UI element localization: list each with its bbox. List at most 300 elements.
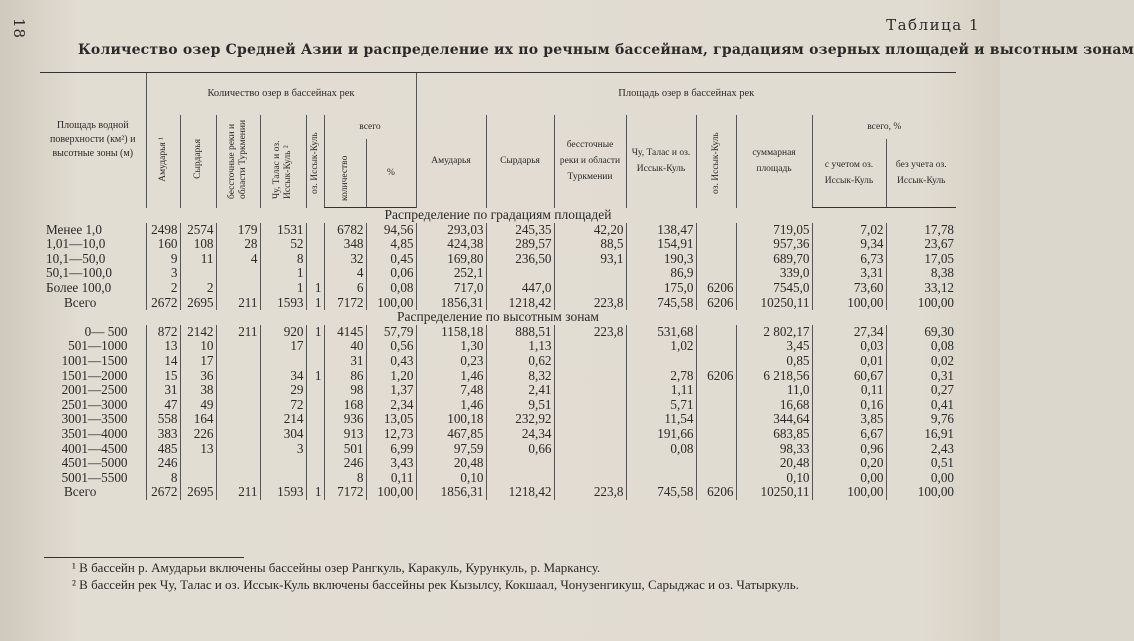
cell — [696, 427, 736, 442]
cell: 6206 — [696, 369, 736, 384]
cell: 31 — [146, 383, 180, 398]
cell: 164 — [180, 412, 216, 427]
cell: 0,10 — [416, 471, 486, 486]
row-label: 501—1000 — [68, 338, 128, 354]
cell: 9,76 — [886, 412, 956, 427]
cell — [554, 339, 626, 354]
header-count-syrdarya: Сырдарья — [180, 115, 216, 208]
cell: 0,27 — [886, 383, 956, 398]
cell — [696, 471, 736, 486]
cell: 47 — [146, 398, 180, 413]
cell: 888,51 — [486, 325, 554, 340]
cell: 17 — [260, 339, 306, 354]
cell — [554, 442, 626, 457]
cell: 108 — [180, 237, 216, 252]
cell — [216, 339, 260, 354]
cell — [696, 266, 736, 281]
cell — [216, 281, 260, 296]
cell: 0,85 — [736, 354, 812, 369]
cell: 1856,31 — [416, 485, 486, 500]
cell: 1 — [306, 281, 324, 296]
cell — [696, 456, 736, 471]
cell — [216, 369, 260, 384]
cell — [554, 456, 626, 471]
row-label: Всего — [64, 294, 97, 310]
cell: 11 — [180, 252, 216, 267]
cell — [306, 383, 324, 398]
cell: 1 — [260, 281, 306, 296]
cell: 0,16 — [812, 398, 886, 413]
cell: 3 — [146, 266, 180, 281]
cell: 7172 — [324, 485, 366, 500]
cell: 175,0 — [626, 281, 696, 296]
cell: 745,58 — [626, 296, 696, 311]
cell: 531,68 — [626, 325, 696, 340]
cell: 6,99 — [366, 442, 416, 457]
cell: 2,41 — [486, 383, 554, 398]
cell: 2 — [146, 281, 180, 296]
cell: 485 — [146, 442, 180, 457]
table-row — [40, 485, 956, 500]
cell: 223,8 — [554, 296, 626, 311]
row-label: 1001—1500 — [61, 352, 128, 368]
cell: 1158,18 — [416, 325, 486, 340]
header-count-total-pct: % — [366, 139, 416, 208]
cell: 17,78 — [886, 223, 956, 238]
cell: 1,46 — [416, 369, 486, 384]
cell: 0,00 — [812, 471, 886, 486]
cell: 169,80 — [416, 252, 486, 267]
table-row — [40, 471, 956, 486]
cell: 7,02 — [812, 223, 886, 238]
cell: 232,92 — [486, 412, 554, 427]
cell: 0,11 — [812, 383, 886, 398]
cell: 191,66 — [626, 427, 696, 442]
cell: 57,79 — [366, 325, 416, 340]
table-row — [40, 442, 956, 457]
cell: 246 — [146, 456, 180, 471]
cell: 7,48 — [416, 383, 486, 398]
cell — [554, 412, 626, 427]
cell: 689,70 — [736, 252, 812, 267]
cell: 4,85 — [366, 237, 416, 252]
cell: 8 — [324, 471, 366, 486]
cell: 2672 — [146, 296, 180, 311]
cell — [554, 281, 626, 296]
cell — [216, 412, 260, 427]
cell — [696, 252, 736, 267]
cell — [216, 266, 260, 281]
cell — [306, 354, 324, 369]
cell: 20,48 — [416, 456, 486, 471]
cell: 4145 — [324, 325, 366, 340]
cell: 1856,31 — [416, 296, 486, 311]
cell: 190,3 — [626, 252, 696, 267]
cell — [626, 354, 696, 369]
cell — [216, 442, 260, 457]
cell: 24,34 — [486, 427, 554, 442]
cell: 3 — [260, 442, 306, 457]
cell — [260, 456, 306, 471]
cell: 0,23 — [416, 354, 486, 369]
cell: 2,43 — [886, 442, 956, 457]
cell: 8 — [260, 252, 306, 267]
table-row — [40, 369, 956, 384]
cell: 9 — [146, 252, 180, 267]
row-label: 3001—3500 — [61, 411, 128, 427]
cell: 0,11 — [366, 471, 416, 486]
cell: 16,68 — [736, 398, 812, 413]
cell: 226 — [180, 427, 216, 442]
cell — [554, 471, 626, 486]
table-title: Количество озер Средней Азии и распределение их по речным бассейнам, градациям озерных площадей и высотным зонам — [78, 42, 1134, 58]
row-label: 0— 500 — [84, 323, 128, 339]
cell: 223,8 — [554, 485, 626, 500]
section-area-gradations — [40, 208, 956, 311]
cell: 31 — [324, 354, 366, 369]
cell: 6782 — [324, 223, 366, 238]
cell — [306, 398, 324, 413]
cell: 0,51 — [886, 456, 956, 471]
cell: 6 218,56 — [736, 369, 812, 384]
table-row — [40, 237, 956, 252]
cell: 1,20 — [366, 369, 416, 384]
cell: 0,02 — [886, 354, 956, 369]
table-row — [40, 456, 956, 471]
table-row — [40, 354, 956, 369]
cell: 98,33 — [736, 442, 812, 457]
cell — [216, 354, 260, 369]
cell: 10250,11 — [736, 296, 812, 311]
cell — [554, 427, 626, 442]
header-area-amudarya: Амударья — [416, 115, 486, 208]
cell — [306, 252, 324, 267]
cell — [306, 266, 324, 281]
cell: 32 — [324, 252, 366, 267]
header-area-with-issykkul: с учетом оз. Иссык-Куль — [812, 139, 886, 208]
cell: 1,02 — [626, 339, 696, 354]
cell — [554, 354, 626, 369]
cell: 100,00 — [812, 296, 886, 311]
cell: 160 — [146, 237, 180, 252]
cell: 2695 — [180, 296, 216, 311]
cell: 69,30 — [886, 325, 956, 340]
cell: 42,20 — [554, 223, 626, 238]
cell — [696, 383, 736, 398]
cell: 3,31 — [812, 266, 886, 281]
cell: 0,03 — [812, 339, 886, 354]
cell: 2672 — [146, 485, 180, 500]
cell: 6 — [324, 281, 366, 296]
cell — [306, 456, 324, 471]
cell: 16,91 — [886, 427, 956, 442]
cell — [696, 412, 736, 427]
row-label: Менее 1,0 — [46, 221, 102, 237]
cell: 1 — [306, 296, 324, 311]
cell: 27,34 — [812, 325, 886, 340]
cell: 0,45 — [366, 252, 416, 267]
cell: 211 — [216, 325, 260, 340]
row-label: 1,01—10,0 — [46, 236, 106, 252]
cell: 424,38 — [416, 237, 486, 252]
row-label: Более 100,0 — [46, 279, 112, 295]
cell: 13,05 — [366, 412, 416, 427]
cell: 0,08 — [886, 339, 956, 354]
cell: 6,67 — [812, 427, 886, 442]
row-label: 4501—5000 — [61, 455, 128, 471]
header-area-group: Площадь озер в бассейнах рек — [416, 73, 956, 116]
cell: 1,30 — [416, 339, 486, 354]
cell: 88,5 — [554, 237, 626, 252]
cell: 9,34 — [812, 237, 886, 252]
cell: 0,62 — [486, 354, 554, 369]
cell: 8,38 — [886, 266, 956, 281]
cell — [260, 354, 306, 369]
cell: 0,41 — [886, 398, 956, 413]
cell: 717,0 — [416, 281, 486, 296]
cell: 179 — [216, 223, 260, 238]
header-area-without-issykkul: без учета оз. Иссык-Куль — [886, 139, 956, 208]
row-label: 10,1—50,0 — [46, 250, 106, 266]
table-row — [40, 412, 956, 427]
cell: 11,54 — [626, 412, 696, 427]
cell: 214 — [260, 412, 306, 427]
table-row — [40, 398, 956, 413]
cell: 1,11 — [626, 383, 696, 398]
cell: 1593 — [260, 296, 306, 311]
table-row — [40, 252, 956, 267]
cell: 913 — [324, 427, 366, 442]
cell: 558 — [146, 412, 180, 427]
header-count-endorheic: бессточные реки и области Туркмении — [216, 115, 260, 208]
footnote-2: ² В бассейн рек Чу, Талас и оз. Иссык-Куль включены бассейны рек Кызылсу, Кокшаал, Чонузенгикуш, Сарыджас и оз. Чатыркуль. — [72, 577, 799, 592]
header-count-amudarya: Амударья ¹ — [146, 115, 180, 208]
cell: 3,43 — [366, 456, 416, 471]
cell: 40 — [324, 339, 366, 354]
header-count-group: Количество озер в бассейнах рек — [146, 73, 416, 116]
header-count-total-qty: количество — [324, 139, 366, 208]
cell: 1 — [260, 266, 306, 281]
cell: 38 — [180, 383, 216, 398]
cell: 245,35 — [486, 223, 554, 238]
cell: 1218,42 — [486, 485, 554, 500]
table-row — [40, 339, 956, 354]
cell: 447,0 — [486, 281, 554, 296]
lakes-table — [40, 72, 956, 500]
cell: 1218,42 — [486, 296, 554, 311]
cell — [306, 412, 324, 427]
cell: 28 — [216, 237, 260, 252]
cell: 211 — [216, 485, 260, 500]
cell — [554, 398, 626, 413]
cell: 33,12 — [886, 281, 956, 296]
cell: 0,31 — [886, 369, 956, 384]
section-title: Распределение по высотным зонам — [397, 309, 599, 325]
cell — [306, 223, 324, 238]
cell: 1 — [306, 485, 324, 500]
cell: 2,78 — [626, 369, 696, 384]
row-label: Всего — [64, 484, 97, 500]
cell — [306, 427, 324, 442]
header-area-chu-talas: Чу, Талас и оз. Иссык-Куль — [626, 115, 696, 208]
table-row — [40, 427, 956, 442]
table-row — [40, 223, 956, 238]
cell: 3,45 — [736, 339, 812, 354]
header-area-syrdarya: Сырдарья — [486, 115, 554, 208]
cell: 154,91 — [626, 237, 696, 252]
cell: 3,85 — [812, 412, 886, 427]
cell: 223,8 — [554, 325, 626, 340]
cell: 2498 — [146, 223, 180, 238]
cell — [180, 471, 216, 486]
cell: 14 — [146, 354, 180, 369]
cell: 100,00 — [812, 485, 886, 500]
cell: 1 — [306, 369, 324, 384]
cell: 60,67 — [812, 369, 886, 384]
cell: 339,0 — [736, 266, 812, 281]
cell: 9,51 — [486, 398, 554, 413]
cell: 501 — [324, 442, 366, 457]
cell: 0,96 — [812, 442, 886, 457]
cell: 5,71 — [626, 398, 696, 413]
cell: 872 — [146, 325, 180, 340]
cell: 8 — [146, 471, 180, 486]
cell: 36 — [180, 369, 216, 384]
cell: 383 — [146, 427, 180, 442]
cell — [554, 369, 626, 384]
cell: 920 — [260, 325, 306, 340]
cell: 1,37 — [366, 383, 416, 398]
cell: 100,00 — [886, 485, 956, 500]
cell: 94,56 — [366, 223, 416, 238]
cell: 0,06 — [366, 266, 416, 281]
cell: 1,46 — [416, 398, 486, 413]
cell: 100,00 — [366, 485, 416, 500]
cell: 246 — [324, 456, 366, 471]
cell — [626, 456, 696, 471]
cell: 17 — [180, 354, 216, 369]
cell: 10 — [180, 339, 216, 354]
row-label: 3501—4000 — [61, 425, 128, 441]
cell — [696, 398, 736, 413]
header-area-sum: суммарная площадь — [736, 115, 812, 208]
cell: 719,05 — [736, 223, 812, 238]
cell — [306, 471, 324, 486]
table-row — [40, 383, 956, 398]
cell: 0,08 — [366, 281, 416, 296]
cell: 252,1 — [416, 266, 486, 281]
header-count-chu-talas: Чу, Талас и оз. Иссык-Куль ² — [260, 115, 306, 208]
cell: 4 — [324, 266, 366, 281]
cell — [554, 383, 626, 398]
row-label: 50,1—100,0 — [46, 265, 112, 281]
cell: 8,32 — [486, 369, 554, 384]
cell — [696, 223, 736, 238]
cell — [180, 456, 216, 471]
cell — [306, 339, 324, 354]
cell: 0,08 — [626, 442, 696, 457]
cell — [696, 325, 736, 340]
cell — [696, 339, 736, 354]
cell: 344,64 — [736, 412, 812, 427]
row-label: 2001—2500 — [61, 382, 128, 398]
cell: 0,66 — [486, 442, 554, 457]
cell: 86 — [324, 369, 366, 384]
cell: 100,00 — [886, 296, 956, 311]
cell: 211 — [216, 296, 260, 311]
section-altitude-zones — [40, 310, 956, 500]
cell: 1 — [306, 325, 324, 340]
cell — [306, 442, 324, 457]
cell: 683,85 — [736, 427, 812, 442]
cell: 936 — [324, 412, 366, 427]
cell — [216, 398, 260, 413]
cell — [554, 266, 626, 281]
cell: 100,00 — [366, 296, 416, 311]
cell: 52 — [260, 237, 306, 252]
table-row — [40, 325, 956, 340]
cell: 0,56 — [366, 339, 416, 354]
header-area-issykkul: оз. Иссык-Куль — [696, 115, 736, 208]
cell — [696, 442, 736, 457]
cell: 304 — [260, 427, 306, 442]
cell: 73,60 — [812, 281, 886, 296]
cell: 34 — [260, 369, 306, 384]
cell: 0,20 — [812, 456, 886, 471]
cell: 289,57 — [486, 237, 554, 252]
header-count-issykkul: оз. Иссык-Куль — [306, 115, 324, 208]
header-area-zones: Площадь водной поверхности (км²) и высотные зоны (м) — [40, 73, 146, 208]
cell — [260, 471, 306, 486]
cell: 11,0 — [736, 383, 812, 398]
cell — [306, 237, 324, 252]
row-label: 4001—4500 — [61, 440, 128, 456]
row-label: 2501—3000 — [61, 396, 128, 412]
cell: 293,03 — [416, 223, 486, 238]
cell: 2 802,17 — [736, 325, 812, 340]
cell: 6,73 — [812, 252, 886, 267]
cell: 236,50 — [486, 252, 554, 267]
cell — [486, 456, 554, 471]
row-label: 5001—5500 — [61, 469, 128, 485]
cell: 93,1 — [554, 252, 626, 267]
table-row — [40, 266, 956, 281]
cell: 49 — [180, 398, 216, 413]
cell — [486, 266, 554, 281]
cell: 1593 — [260, 485, 306, 500]
cell — [216, 471, 260, 486]
cell: 467,85 — [416, 427, 486, 442]
row-label: 1501—2000 — [61, 367, 128, 383]
cell: 23,67 — [886, 237, 956, 252]
cell: 957,36 — [736, 237, 812, 252]
cell: 10250,11 — [736, 485, 812, 500]
table-row — [40, 296, 956, 311]
header-area-total: всего, % — [812, 115, 956, 139]
cell: 0,10 — [736, 471, 812, 486]
cell: 100,18 — [416, 412, 486, 427]
cell: 29 — [260, 383, 306, 398]
header-count-total: всего — [324, 115, 416, 139]
cell: 6206 — [696, 485, 736, 500]
cell: 86,9 — [626, 266, 696, 281]
footnotes — [44, 559, 984, 593]
cell: 2695 — [180, 485, 216, 500]
cell — [486, 471, 554, 486]
cell: 0,43 — [366, 354, 416, 369]
cell: 97,59 — [416, 442, 486, 457]
cell: 348 — [324, 237, 366, 252]
